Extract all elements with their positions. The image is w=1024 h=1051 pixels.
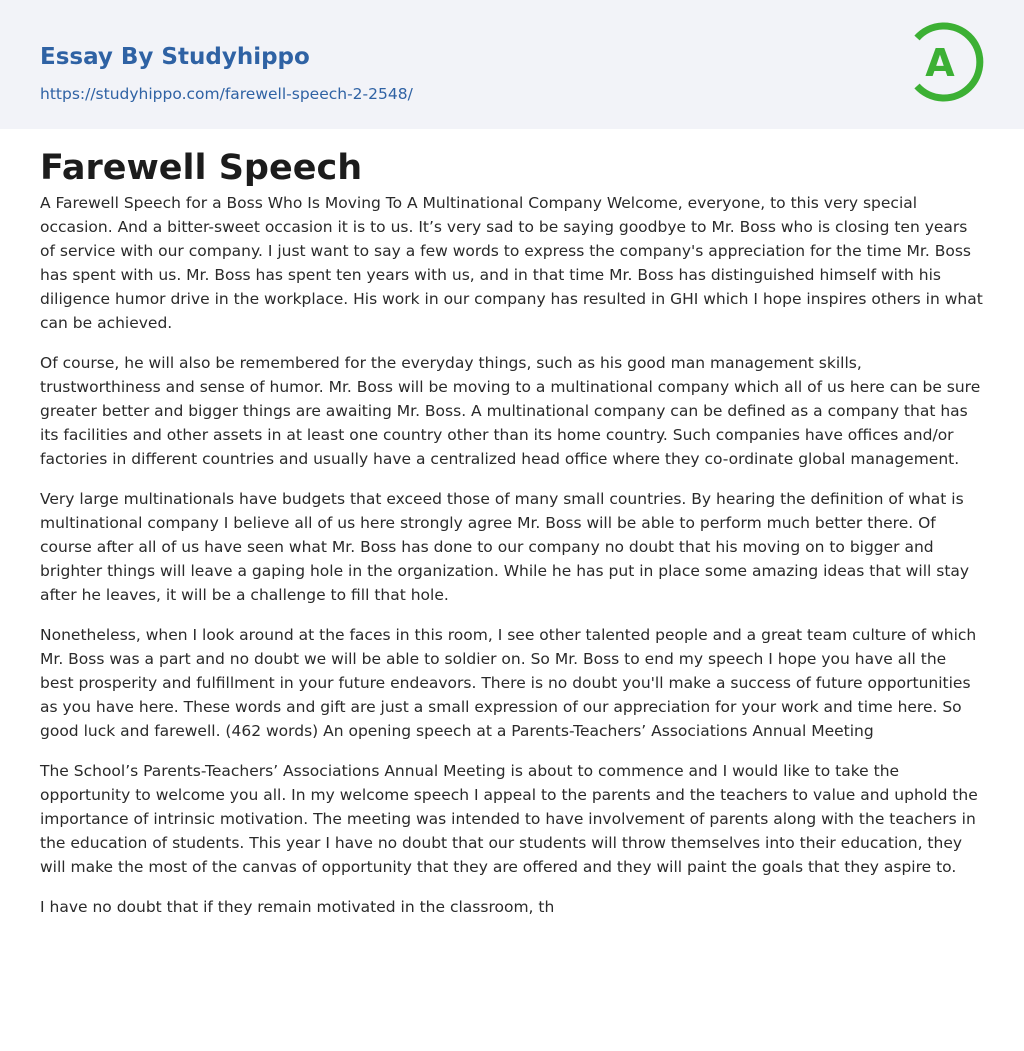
article-title: Farewell Speech xyxy=(40,148,363,188)
logo-letter: A xyxy=(925,41,955,85)
brand-title[interactable]: Essay By Studyhippo xyxy=(40,44,310,70)
site-header xyxy=(0,0,1024,129)
article xyxy=(0,129,1024,919)
studyhippo-logo-icon[interactable] xyxy=(906,19,988,105)
essay-url-link[interactable]: https://studyhippo.com/farewell-speech-2-2548/ xyxy=(40,85,413,103)
article-paragraph: A Farewell Speech for a Boss Who Is Moving To A Multinational Company Welcome, everyone, to this very special occasion. And a bitter-sweet occasion it is to us. It’s very sad to be saying goodbye to Mr. Boss who is closing ten years of service with our company. I just want to say a few words to express the company's appreciation for the time Mr. Boss has spent with us. Mr. Boss has spent ten years with us, and in that time Mr. Boss has distinguished himself with his diligence humor drive in the workplace. His work in our company has resulted in GHI which I hope inspires others in what can be achieved. xyxy=(40,194,983,332)
article-paragraph: I have no doubt that if they remain motivated in the classroom, th xyxy=(40,898,555,916)
article-paragraph: The School’s Parents-Teachers’ Associations Annual Meeting is about to commence and I would like to take the opportunity to welcome you all. In my welcome speech I appeal to the parents and the teachers to value and uphold the importance of intrinsic motivation. The meeting was intended to have involvement of parents along with the teachers in the education of students. This year I have no doubt that our students will throw themselves into their education, they will make the most of the canvas of opportunity that they are offered and they will paint the goals that they aspire to. xyxy=(40,762,978,876)
article-paragraph: Very large multinationals have budgets that exceed those of many small countries. By hearing the definition of what is multinational company I believe all of us here strongly agree Mr. Boss will be able to perform much better there. Of course after all of us have seen what Mr. Boss has done to our company no doubt that his moving on to bigger and brighter things will leave a gaping hole in the organization. While he has put in place some amazing ideas that will stay after he leaves, it will be a challenge to fill that hole. xyxy=(40,490,970,604)
article-paragraph: Of course, he will also be remembered for the everyday things, such as his good man management skills, trustworthiness and sense of humor. Mr. Boss will be moving to a multinational company which all of us here can be sure greater better and bigger things are awaiting Mr. Boss. A multinational company can be defined as a company that has its facilities and other assets in at least one country other than its home country. Such companies have offices and/or factories in different countries and usually have a centralized head office where they co-ordinate global management. xyxy=(40,354,981,468)
article-paragraph: Nonetheless, when I look around at the faces in this room, I see other talented people and a great team culture of which Mr. Boss was a part and no doubt we will be able to soldier on. So Mr. Boss to end my speech I hope you have all the best prosperity and fulfillment in your future endeavors. There is no doubt you'll make a success of future opportunities as you have here. These words and gift are just a small expression of our appreciation for your work and time here. So good luck and farewell. (462 words) An opening speech at a Parents-Teachers’ Associations Annual Meeting xyxy=(40,626,977,740)
